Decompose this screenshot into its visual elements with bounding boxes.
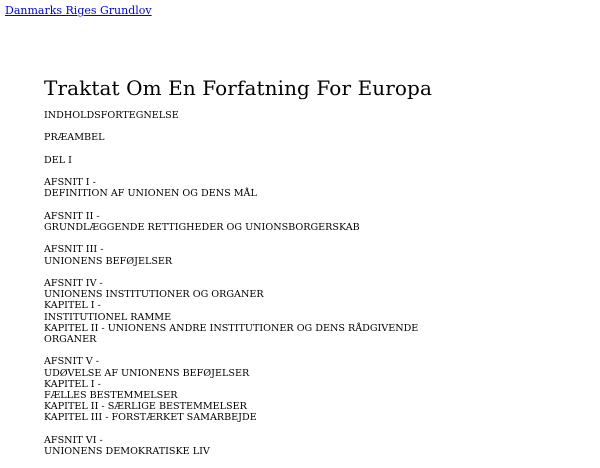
toc-line: INDHOLDSFORTEGNELSE [44,110,179,121]
toc-section-1 [44,177,584,199]
toc-line: KAPITEL III - FORSTÆRKET SAMARBEJDE [44,412,257,424]
toc-line: INSTITUTIONEL RAMME [44,311,172,323]
page-title: Traktat Om En Forfatning For Europa [44,76,432,100]
toc-part-1 [44,155,584,166]
toc-line: ORGANER [44,333,97,345]
toc-line: KAPITEL I - [44,378,101,390]
toc-line: AFSNIT III - [44,244,104,256]
toc-line: KAPITEL I - [44,300,101,312]
toc-line: UNIONENS DEMOKRATISKE LIV [44,445,210,457]
toc-section-3 [44,244,584,266]
toc-contents-heading [44,110,584,121]
toc-section-5 [44,356,584,423]
grundlov-link[interactable]: Danmarks Riges Grundlov [5,4,152,17]
toc-line: UNIONENS BEFØJELSER [44,255,173,267]
toc-line: DEFINITION AF UNIONEN OG DENS MÅL [44,188,257,200]
toc-line: AFSNIT I - [44,177,96,189]
toc-section-4 [44,278,584,345]
toc-line: KAPITEL II - SÆRLIGE BESTEMMELSER [44,401,247,413]
toc-line: GRUNDLÆGGENDE RETTIGHEDER OG UNIONSBORGERSKAB [44,221,360,233]
toc-line: AFSNIT II - [44,210,100,222]
toc-line: PRÆAMBEL [44,132,105,144]
toc-line: KAPITEL II - UNIONENS ANDRE INSTITUTIONER OG DENS RÅDGIVENDE [44,322,419,334]
toc-line: FÆLLES BESTEMMELSER [44,389,178,401]
toc-section-6 [44,435,584,457]
toc-preamble [44,132,584,143]
toc-line: UDØVELSE AF UNIONENS BEFØJELSER [44,367,250,379]
toc-line: DEL I [44,154,72,166]
table-of-contents [44,110,584,468]
toc-line: AFSNIT VI - [44,434,103,446]
toc-section-2 [44,211,584,233]
toc-line: AFSNIT V - [44,356,100,368]
toc-line: AFSNIT IV - [44,277,103,289]
toc-line: UNIONENS INSTITUTIONER OG ORGANER [44,289,264,301]
